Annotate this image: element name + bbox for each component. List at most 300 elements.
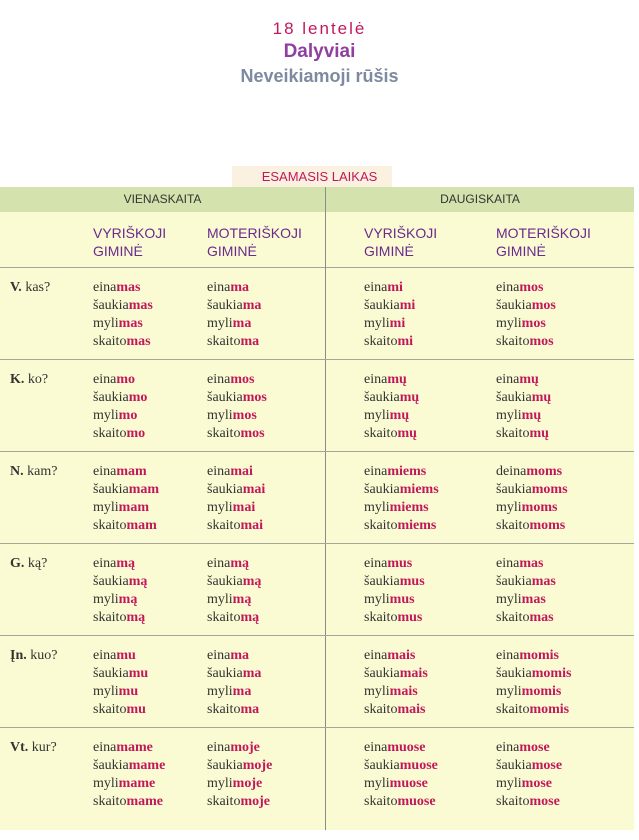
word-form bbox=[364, 757, 438, 775]
word-stem: eina bbox=[364, 464, 388, 479]
word-ending: mų bbox=[531, 390, 552, 405]
word-stem: skaito bbox=[93, 426, 127, 441]
word-form bbox=[207, 499, 265, 517]
word-ending: mos bbox=[242, 390, 267, 405]
word-form bbox=[496, 407, 551, 425]
word-ending: mas bbox=[126, 334, 151, 349]
word-ending: moms bbox=[531, 482, 568, 497]
word-form bbox=[207, 333, 261, 351]
word-stem: eina bbox=[207, 464, 231, 479]
word-form bbox=[364, 609, 425, 627]
word-ending: ma bbox=[240, 334, 260, 349]
word-form bbox=[364, 333, 415, 351]
case-question: ką? bbox=[27, 556, 48, 571]
word-stem: šaukia bbox=[207, 666, 243, 681]
word-form bbox=[496, 573, 556, 591]
word-form bbox=[364, 739, 438, 757]
word-form bbox=[496, 333, 556, 351]
word-ending: mos bbox=[230, 372, 255, 387]
word-stem: eina bbox=[496, 556, 520, 571]
word-stem: myli bbox=[364, 592, 390, 607]
word-form bbox=[364, 463, 439, 481]
word-stem: eina bbox=[364, 740, 388, 755]
word-stem: skaito bbox=[364, 426, 398, 441]
word-ending: moje bbox=[240, 794, 270, 809]
gender-line: GIMINĖ bbox=[93, 243, 143, 259]
word-ending: mą bbox=[128, 574, 148, 589]
word-stem: šaukia bbox=[93, 666, 129, 681]
word-stem: šaukia bbox=[364, 482, 400, 497]
word-ending: mos bbox=[519, 280, 544, 295]
word-stem: šaukia bbox=[207, 298, 243, 313]
word-stem: skaito bbox=[207, 334, 241, 349]
word-stem: skaito bbox=[93, 610, 127, 625]
word-stem: skaito bbox=[364, 702, 398, 717]
word-form bbox=[207, 407, 267, 425]
word-stem: myli bbox=[207, 316, 233, 331]
word-form bbox=[207, 739, 272, 757]
gender-header-sg-masc bbox=[93, 224, 166, 260]
word-form bbox=[93, 315, 153, 333]
word-form bbox=[207, 701, 261, 719]
word-ending: moje bbox=[230, 740, 260, 755]
word-ending: mą bbox=[232, 592, 252, 607]
gender-line: VYRIŠKOJI bbox=[93, 225, 167, 241]
word-ending: mai bbox=[242, 482, 266, 497]
table-subtitle: Neveikiamoji rūšis bbox=[240, 66, 399, 86]
word-stem: eina bbox=[364, 648, 388, 663]
word-ending: mi bbox=[399, 298, 416, 313]
word-stem: šaukia bbox=[364, 574, 400, 589]
word-ending: mo bbox=[128, 390, 148, 405]
word-form bbox=[496, 517, 568, 535]
form-cell bbox=[496, 371, 551, 443]
word-form bbox=[364, 297, 415, 315]
word-ending: mas bbox=[116, 280, 141, 295]
word-stem: eina bbox=[364, 556, 388, 571]
word-ending: ma bbox=[242, 666, 262, 681]
word-form bbox=[93, 701, 148, 719]
word-form bbox=[364, 425, 419, 443]
word-stem: eina bbox=[364, 280, 388, 295]
case-label bbox=[10, 555, 47, 573]
form-cell bbox=[496, 555, 556, 627]
word-stem: myli bbox=[496, 500, 522, 515]
form-cell bbox=[207, 463, 265, 535]
word-stem: skaito bbox=[93, 702, 127, 717]
word-ending: moje bbox=[242, 758, 273, 773]
word-form bbox=[93, 333, 153, 351]
word-ending: mus bbox=[397, 610, 423, 625]
word-ending: mą bbox=[230, 556, 249, 571]
word-ending: mų bbox=[397, 426, 417, 441]
word-ending: mas bbox=[118, 316, 143, 331]
word-form bbox=[364, 499, 439, 517]
word-ending: mas bbox=[521, 592, 546, 607]
word-stem: eina bbox=[93, 280, 117, 295]
case-question: ko? bbox=[27, 372, 49, 387]
word-stem: eina bbox=[496, 280, 520, 295]
word-stem: eina bbox=[207, 280, 231, 295]
gender-header-pl-fem bbox=[496, 224, 591, 260]
word-form bbox=[364, 665, 428, 683]
word-ending: mame bbox=[116, 740, 153, 755]
word-form bbox=[93, 609, 147, 627]
word-ending: mam bbox=[128, 482, 160, 497]
form-cell bbox=[93, 647, 148, 719]
word-form bbox=[207, 793, 272, 811]
word-form bbox=[496, 425, 551, 443]
word-ending: mo bbox=[118, 408, 138, 423]
word-form bbox=[364, 371, 419, 389]
word-ending: mų bbox=[519, 372, 539, 387]
word-form bbox=[207, 279, 261, 297]
word-form bbox=[496, 481, 568, 499]
word-stem: eina bbox=[496, 740, 520, 755]
word-stem: skaito bbox=[207, 518, 241, 533]
case-question: kas? bbox=[25, 280, 51, 295]
word-ending: mu bbox=[128, 666, 149, 681]
word-ending: miems bbox=[387, 464, 427, 479]
word-ending: mos bbox=[529, 334, 554, 349]
form-cell bbox=[364, 739, 438, 811]
word-ending: momis bbox=[521, 684, 562, 699]
form-cell bbox=[496, 463, 568, 535]
word-ending: ma bbox=[232, 684, 252, 699]
case-abbreviation: Įn. bbox=[10, 648, 27, 663]
word-form bbox=[496, 389, 551, 407]
word-stem: eina bbox=[364, 372, 388, 387]
word-form bbox=[93, 665, 148, 683]
word-stem: deina bbox=[496, 464, 527, 479]
word-stem: skaito bbox=[496, 518, 530, 533]
word-form bbox=[207, 591, 261, 609]
case-row bbox=[0, 544, 634, 636]
word-ending: mų bbox=[521, 408, 542, 423]
word-form bbox=[364, 647, 428, 665]
word-stem: šaukia bbox=[496, 390, 532, 405]
word-stem: myli bbox=[496, 408, 522, 423]
word-ending: mo bbox=[116, 372, 135, 387]
word-stem: myli bbox=[93, 684, 119, 699]
case-label bbox=[10, 647, 57, 665]
word-stem: myli bbox=[364, 316, 390, 331]
word-stem: myli bbox=[93, 408, 119, 423]
tense-label: ESAMASIS LAIKAS bbox=[261, 169, 378, 184]
word-ending: mose bbox=[521, 776, 552, 791]
gender-header-sg-fem bbox=[207, 224, 302, 260]
word-form bbox=[364, 517, 439, 535]
word-stem: šaukia bbox=[496, 298, 532, 313]
word-form bbox=[496, 775, 562, 793]
word-form bbox=[93, 481, 159, 499]
word-ending: mas bbox=[519, 556, 544, 571]
word-ending: ma bbox=[230, 280, 249, 295]
word-stem: skaito bbox=[496, 702, 530, 717]
word-ending: ma bbox=[242, 298, 262, 313]
word-stem: šaukia bbox=[93, 298, 129, 313]
word-ending: mai bbox=[240, 518, 264, 533]
word-form bbox=[364, 573, 425, 591]
word-form bbox=[364, 279, 415, 297]
word-form bbox=[207, 517, 265, 535]
word-stem: myli bbox=[93, 776, 119, 791]
word-ending: muose bbox=[387, 740, 426, 755]
word-form bbox=[496, 555, 556, 573]
form-cell bbox=[364, 371, 419, 443]
word-stem: šaukia bbox=[496, 574, 532, 589]
word-form bbox=[93, 573, 147, 591]
word-ending: moms bbox=[529, 518, 566, 533]
word-stem: skaito bbox=[496, 794, 530, 809]
word-ending: mose bbox=[519, 740, 550, 755]
word-ending: mas bbox=[128, 298, 153, 313]
case-question: kur? bbox=[31, 740, 57, 755]
word-form bbox=[93, 793, 165, 811]
word-form bbox=[207, 609, 261, 627]
word-ending: mų bbox=[529, 426, 549, 441]
word-form bbox=[93, 297, 153, 315]
singular-header: VIENASKAITA bbox=[123, 192, 202, 206]
form-cell bbox=[496, 739, 562, 811]
word-form bbox=[364, 481, 439, 499]
word-ending: mą bbox=[242, 574, 262, 589]
word-ending: mi bbox=[387, 280, 403, 295]
word-stem: myli bbox=[496, 776, 522, 791]
word-form bbox=[496, 793, 562, 811]
case-abbreviation: V. bbox=[10, 280, 22, 295]
case-row bbox=[0, 636, 634, 728]
word-stem: skaito bbox=[207, 794, 241, 809]
word-ending: muose bbox=[399, 758, 438, 773]
word-ending: mai bbox=[230, 464, 253, 479]
word-stem: skaito bbox=[207, 702, 241, 717]
word-ending: mus bbox=[399, 574, 425, 589]
table-number: 18 lentelė bbox=[272, 19, 367, 38]
word-ending: mi bbox=[389, 316, 406, 331]
word-stem: šaukia bbox=[364, 390, 400, 405]
word-stem: myli bbox=[93, 592, 119, 607]
form-cell bbox=[207, 647, 261, 719]
word-stem: eina bbox=[207, 372, 231, 387]
word-stem: eina bbox=[93, 464, 117, 479]
word-ending: momis bbox=[519, 648, 559, 663]
form-cell bbox=[93, 463, 159, 535]
word-stem: eina bbox=[496, 372, 520, 387]
form-cell bbox=[93, 739, 165, 811]
word-form bbox=[207, 757, 272, 775]
word-stem: eina bbox=[93, 372, 117, 387]
case-label bbox=[10, 463, 57, 481]
word-stem: eina bbox=[93, 740, 117, 755]
word-stem: myli bbox=[93, 316, 119, 331]
gender-line: GIMINĖ bbox=[496, 243, 546, 259]
case-question: kuo? bbox=[30, 648, 58, 663]
word-ending: mas bbox=[529, 610, 554, 625]
word-stem: myli bbox=[207, 776, 233, 791]
form-cell bbox=[207, 555, 261, 627]
word-ending: mais bbox=[387, 648, 416, 663]
word-ending: mame bbox=[118, 776, 156, 791]
word-ending: mu bbox=[118, 684, 139, 699]
word-form bbox=[364, 555, 425, 573]
word-stem: myli bbox=[496, 592, 522, 607]
word-ending: ma bbox=[232, 316, 252, 331]
word-form bbox=[207, 683, 261, 701]
word-ending: mais bbox=[399, 666, 428, 681]
word-ending: mos bbox=[240, 426, 265, 441]
form-cell bbox=[364, 555, 425, 627]
word-form bbox=[207, 573, 261, 591]
word-ending: mos bbox=[531, 298, 556, 313]
word-form bbox=[93, 739, 165, 757]
word-ending: mu bbox=[126, 702, 146, 717]
word-form bbox=[93, 499, 159, 517]
case-row bbox=[0, 360, 634, 452]
word-form bbox=[207, 481, 265, 499]
gender-line: VYRIŠKOJI bbox=[364, 225, 438, 241]
word-stem: šaukia bbox=[207, 482, 243, 497]
word-ending: miems bbox=[397, 518, 437, 533]
word-stem: skaito bbox=[93, 794, 127, 809]
word-form bbox=[93, 775, 165, 793]
word-ending: mų bbox=[387, 372, 407, 387]
word-ending: mose bbox=[529, 794, 560, 809]
word-ending: mame bbox=[126, 794, 163, 809]
word-stem: myli bbox=[496, 684, 522, 699]
word-ending: mame bbox=[128, 758, 166, 773]
word-form bbox=[207, 665, 261, 683]
word-stem: myli bbox=[364, 684, 390, 699]
form-cell bbox=[364, 647, 428, 719]
word-form bbox=[364, 775, 438, 793]
declension-table bbox=[0, 187, 634, 830]
word-form bbox=[496, 297, 556, 315]
word-form bbox=[364, 591, 425, 609]
word-form bbox=[207, 555, 261, 573]
word-ending: mam bbox=[116, 464, 147, 479]
word-ending: mas bbox=[531, 574, 556, 589]
word-form bbox=[496, 591, 556, 609]
word-form bbox=[496, 701, 571, 719]
word-ending: mais bbox=[389, 684, 418, 699]
word-stem: skaito bbox=[93, 334, 127, 349]
word-stem: skaito bbox=[496, 610, 530, 625]
word-form bbox=[93, 591, 147, 609]
word-form bbox=[207, 775, 272, 793]
gender-line: GIMINĖ bbox=[207, 243, 257, 259]
form-cell bbox=[364, 279, 415, 351]
word-form bbox=[496, 279, 556, 297]
gender-line: MOTERIŠKOJI bbox=[496, 225, 591, 241]
word-stem: eina bbox=[207, 648, 231, 663]
word-ending: mo bbox=[126, 426, 146, 441]
form-cell bbox=[207, 279, 261, 351]
tense-header bbox=[0, 166, 639, 187]
word-form bbox=[93, 555, 147, 573]
word-stem: eina bbox=[496, 648, 520, 663]
word-form bbox=[496, 739, 562, 757]
word-stem: skaito bbox=[364, 610, 398, 625]
word-ending: mą bbox=[118, 592, 138, 607]
word-stem: myli bbox=[364, 776, 390, 791]
word-ending: mus bbox=[389, 592, 415, 607]
form-cell bbox=[496, 647, 571, 719]
word-ending: mą bbox=[240, 610, 260, 625]
word-ending: mus bbox=[387, 556, 413, 571]
word-form bbox=[364, 793, 438, 811]
word-stem: šaukia bbox=[93, 574, 129, 589]
word-stem: myli bbox=[364, 408, 390, 423]
word-form bbox=[93, 389, 147, 407]
title-block bbox=[0, 18, 639, 88]
gender-line: GIMINĖ bbox=[364, 243, 414, 259]
word-ending: ma bbox=[240, 702, 260, 717]
word-stem: šaukia bbox=[364, 298, 400, 313]
word-form bbox=[496, 647, 571, 665]
word-ending: moms bbox=[526, 464, 563, 479]
word-form bbox=[364, 315, 415, 333]
word-form bbox=[496, 665, 571, 683]
word-ending: mi bbox=[397, 334, 414, 349]
word-stem: šaukia bbox=[207, 758, 243, 773]
word-form bbox=[93, 683, 148, 701]
word-stem: šaukia bbox=[364, 666, 400, 681]
word-stem: šaukia bbox=[93, 482, 129, 497]
word-stem: šaukia bbox=[207, 390, 243, 405]
word-form bbox=[207, 647, 261, 665]
word-stem: šaukia bbox=[496, 758, 532, 773]
word-ending: mų bbox=[389, 408, 410, 423]
word-stem: šaukia bbox=[364, 758, 400, 773]
word-form bbox=[207, 389, 267, 407]
form-cell bbox=[93, 371, 147, 443]
word-stem: myli bbox=[364, 500, 390, 515]
word-ending: mos bbox=[232, 408, 257, 423]
form-cell bbox=[207, 739, 272, 811]
word-stem: skaito bbox=[207, 426, 241, 441]
word-stem: myli bbox=[93, 500, 119, 515]
word-form bbox=[207, 371, 267, 389]
word-form bbox=[496, 499, 568, 517]
word-stem: myli bbox=[496, 316, 522, 331]
word-stem: myli bbox=[207, 592, 233, 607]
word-stem: šaukia bbox=[496, 666, 532, 681]
word-stem: šaukia bbox=[207, 574, 243, 589]
case-label bbox=[10, 279, 50, 297]
plural-header: DAUGISKAITA bbox=[440, 192, 520, 206]
word-ending: mai bbox=[232, 500, 256, 515]
word-form bbox=[496, 609, 556, 627]
word-ending: muose bbox=[389, 776, 428, 791]
word-ending: mam bbox=[126, 518, 157, 533]
word-form bbox=[207, 463, 265, 481]
word-form bbox=[496, 371, 551, 389]
word-ending: mais bbox=[397, 702, 426, 717]
word-form bbox=[364, 407, 419, 425]
word-stem: skaito bbox=[207, 610, 241, 625]
word-stem: myli bbox=[207, 500, 233, 515]
form-cell bbox=[207, 371, 267, 443]
case-question: kam? bbox=[27, 464, 58, 479]
word-ending: momis bbox=[531, 666, 572, 681]
word-stem: eina bbox=[207, 740, 231, 755]
word-stem: skaito bbox=[364, 794, 398, 809]
word-ending: mose bbox=[531, 758, 563, 773]
word-stem: eina bbox=[93, 556, 117, 571]
case-abbreviation: N. bbox=[10, 464, 24, 479]
word-form bbox=[93, 647, 148, 665]
